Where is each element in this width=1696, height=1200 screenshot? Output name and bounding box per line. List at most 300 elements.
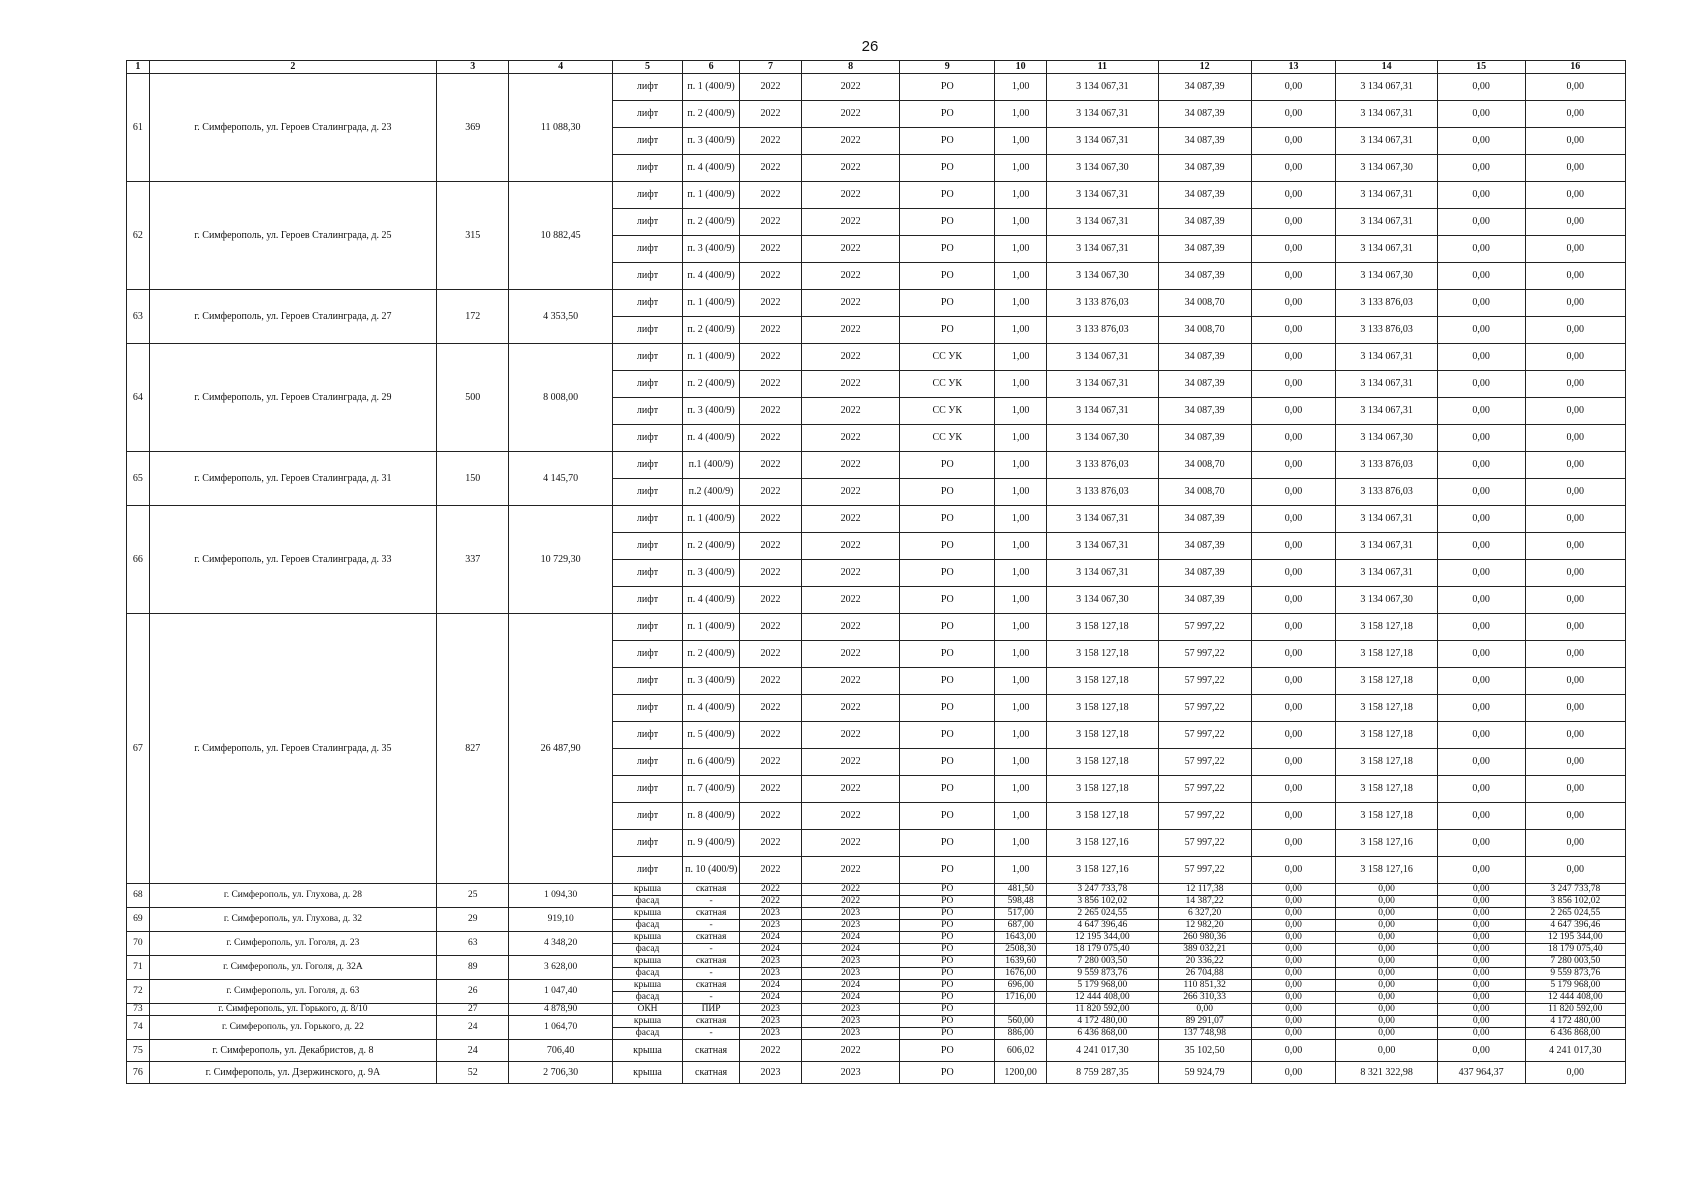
data-cell: п. 3 (400/9) — [683, 128, 740, 155]
data-cell: 7 280 003,50 — [1047, 956, 1159, 968]
data-cell: 2022 — [802, 896, 900, 908]
row-number-cell: 67 — [127, 614, 150, 884]
data-cell: 0,00 — [1336, 1040, 1437, 1062]
data-cell: РО — [900, 587, 995, 614]
data-cell: 2023 — [740, 1062, 802, 1084]
data-cell: 1,00 — [995, 209, 1047, 236]
data-cell: 34 087,39 — [1158, 398, 1251, 425]
data-cell: 2022 — [740, 452, 802, 479]
data-cell: 0,00 — [1251, 932, 1336, 944]
data-cell: 18 179 075,40 — [1525, 944, 1625, 956]
data-cell: 12 982,20 — [1158, 920, 1251, 932]
data-cell: 0,00 — [1437, 425, 1525, 452]
data-cell: 0,00 — [1437, 722, 1525, 749]
data-cell: 57 997,22 — [1158, 776, 1251, 803]
data-cell: - — [683, 944, 740, 956]
data-cell: 2022 — [802, 695, 900, 722]
area-cell: 4 348,20 — [509, 932, 612, 956]
data-cell: 0,00 — [1336, 968, 1437, 980]
data-cell: 0,00 — [1251, 344, 1336, 371]
data-cell: 1,00 — [995, 695, 1047, 722]
data-cell: 1,00 — [995, 74, 1047, 101]
table-row — [127, 452, 1626, 479]
data-cell: 2022 — [802, 101, 900, 128]
data-cell: 2022 — [802, 1040, 900, 1062]
table-row — [127, 1016, 1626, 1028]
address-cell: г. Симферополь, ул. Горького, д. 8/10 — [149, 1004, 436, 1016]
data-cell: 2022 — [802, 155, 900, 182]
data-cell: крыша — [612, 1040, 682, 1062]
data-cell: 0,00 — [1158, 1004, 1251, 1016]
column-number-header: 5 — [612, 61, 682, 74]
data-cell: 606,02 — [995, 1040, 1047, 1062]
data-cell: 4 647 396,46 — [1525, 920, 1625, 932]
data-cell: 3 134 067,31 — [1336, 182, 1437, 209]
data-cell: 1,00 — [995, 479, 1047, 506]
data-cell: лифт — [612, 398, 682, 425]
data-cell: 0,00 — [1525, 560, 1625, 587]
data-cell: 2024 — [802, 992, 900, 1004]
data-cell: 0,00 — [1437, 128, 1525, 155]
data-cell: 0,00 — [1437, 533, 1525, 560]
data-cell: 2022 — [740, 587, 802, 614]
data-cell: 20 336,22 — [1158, 956, 1251, 968]
data-cell: 3 158 127,18 — [1047, 749, 1159, 776]
data-cell: 4 241 017,30 — [1047, 1040, 1159, 1062]
data-cell: 2022 — [740, 128, 802, 155]
data-cell: 0,00 — [1437, 560, 1525, 587]
data-cell: лифт — [612, 155, 682, 182]
data-cell: 0,00 — [1251, 74, 1336, 101]
data-cell: 14 387,22 — [1158, 896, 1251, 908]
address-cell: г. Симферополь, ул. Горького, д. 22 — [149, 1016, 436, 1040]
col3-cell: 369 — [437, 74, 509, 182]
area-cell: 4 878,90 — [509, 1004, 612, 1016]
data-cell: лифт — [612, 587, 682, 614]
data-cell: 0,00 — [1251, 749, 1336, 776]
data-cell: 2022 — [740, 614, 802, 641]
data-cell: 0,00 — [1336, 908, 1437, 920]
data-cell: 3 134 067,31 — [1336, 74, 1437, 101]
data-cell: - — [683, 896, 740, 908]
data-cell: 0,00 — [1525, 695, 1625, 722]
column-number-header: 15 — [1437, 61, 1525, 74]
data-cell: РО — [900, 920, 995, 932]
area-cell: 8 008,00 — [509, 344, 612, 452]
data-cell: 2022 — [802, 128, 900, 155]
data-cell: РО — [900, 992, 995, 1004]
data-cell: 2022 — [802, 803, 900, 830]
data-cell: крыша — [612, 932, 682, 944]
data-cell: 0,00 — [1251, 398, 1336, 425]
data-cell: 0,00 — [1525, 74, 1625, 101]
data-cell: 0,00 — [1251, 956, 1336, 968]
table-row — [127, 1040, 1626, 1062]
address-cell: г. Симферополь, ул. Героев Сталинграда, д. 33 — [149, 506, 436, 614]
data-cell — [995, 1004, 1047, 1016]
data-cell: 2022 — [740, 209, 802, 236]
table-row — [127, 932, 1626, 944]
data-cell: п. 3 (400/9) — [683, 236, 740, 263]
data-cell: 2 265 024,55 — [1525, 908, 1625, 920]
data-cell: п. 1 (400/9) — [683, 182, 740, 209]
data-cell: РО — [900, 803, 995, 830]
data-cell: п. 10 (400/9) — [683, 857, 740, 884]
data-cell: РО — [900, 182, 995, 209]
data-cell: 1,00 — [995, 263, 1047, 290]
data-cell: 1,00 — [995, 560, 1047, 587]
row-number-cell: 70 — [127, 932, 150, 956]
data-cell: РО — [900, 944, 995, 956]
data-cell: 3 134 067,30 — [1336, 263, 1437, 290]
data-cell: 34 087,39 — [1158, 344, 1251, 371]
data-cell: крыша — [612, 908, 682, 920]
data-cell: 0,00 — [1437, 1040, 1525, 1062]
area-cell: 919,10 — [509, 908, 612, 932]
column-number-header: 11 — [1047, 61, 1159, 74]
data-cell: фасад — [612, 896, 682, 908]
data-cell: п. 1 (400/9) — [683, 74, 740, 101]
address-cell: г. Симферополь, ул. Героев Сталинграда, д. 35 — [149, 614, 436, 884]
data-cell: 6 436 868,00 — [1525, 1028, 1625, 1040]
data-cell: 1,00 — [995, 506, 1047, 533]
address-cell: г. Симферополь, ул. Героев Сталинграда, д. 23 — [149, 74, 436, 182]
data-cell: 2022 — [740, 506, 802, 533]
data-cell: лифт — [612, 668, 682, 695]
data-cell: 2022 — [802, 479, 900, 506]
data-cell: 3 134 067,31 — [1047, 101, 1159, 128]
data-cell: 3 158 127,18 — [1047, 668, 1159, 695]
data-cell: 3 134 067,31 — [1047, 209, 1159, 236]
data-cell: п. 3 (400/9) — [683, 560, 740, 587]
data-cell: 0,00 — [1251, 371, 1336, 398]
data-cell: 2023 — [802, 1016, 900, 1028]
col3-cell: 26 — [437, 980, 509, 1004]
data-cell: 2022 — [740, 74, 802, 101]
data-cell: 2022 — [740, 857, 802, 884]
data-cell: 0,00 — [1437, 668, 1525, 695]
data-cell: 0,00 — [1525, 317, 1625, 344]
data-cell: 2508,30 — [995, 944, 1047, 956]
data-cell: СС УК — [900, 425, 995, 452]
data-cell: 0,00 — [1437, 956, 1525, 968]
data-cell: 2022 — [802, 587, 900, 614]
data-cell: 0,00 — [1437, 209, 1525, 236]
data-cell: 57 997,22 — [1158, 695, 1251, 722]
data-cell: 0,00 — [1251, 317, 1336, 344]
data-cell: 34 087,39 — [1158, 155, 1251, 182]
table-row — [127, 980, 1626, 992]
data-cell: 0,00 — [1437, 236, 1525, 263]
data-cell: 5 179 968,00 — [1047, 980, 1159, 992]
data-cell: РО — [900, 263, 995, 290]
data-cell: 389 032,21 — [1158, 944, 1251, 956]
data-cell: лифт — [612, 128, 682, 155]
data-cell: скатная — [683, 1040, 740, 1062]
data-cell: лифт — [612, 533, 682, 560]
data-cell: 1,00 — [995, 722, 1047, 749]
data-cell: 3 158 127,18 — [1336, 668, 1437, 695]
data-cell: 0,00 — [1251, 101, 1336, 128]
data-cell: 2023 — [802, 908, 900, 920]
address-cell: г. Симферополь, ул. Гоголя, д. 32А — [149, 956, 436, 980]
data-cell: 3 134 067,31 — [1047, 533, 1159, 560]
address-cell: г. Симферополь, ул. Героев Сталинграда, д. 31 — [149, 452, 436, 506]
data-cell: 0,00 — [1437, 290, 1525, 317]
data-cell: 3 134 067,30 — [1047, 425, 1159, 452]
data-cell: 2022 — [740, 290, 802, 317]
data-cell: РО — [900, 290, 995, 317]
data-cell: 3 158 127,18 — [1047, 695, 1159, 722]
data-cell: 9 559 873,76 — [1047, 968, 1159, 980]
data-cell: 3 158 127,16 — [1336, 830, 1437, 857]
data-cell: 3 134 067,30 — [1336, 587, 1437, 614]
col3-cell: 24 — [437, 1016, 509, 1040]
data-cell: 0,00 — [1251, 425, 1336, 452]
data-cell: 2022 — [740, 749, 802, 776]
data-cell: 0,00 — [1251, 614, 1336, 641]
column-number-header: 16 — [1525, 61, 1625, 74]
data-cell: лифт — [612, 479, 682, 506]
data-cell: 0,00 — [1437, 263, 1525, 290]
data-cell: 0,00 — [1525, 236, 1625, 263]
row-number-cell: 64 — [127, 344, 150, 452]
data-cell: 0,00 — [1437, 479, 1525, 506]
data-cell: 2024 — [740, 992, 802, 1004]
data-cell: 0,00 — [1525, 776, 1625, 803]
data-cell: 3 134 067,31 — [1336, 506, 1437, 533]
data-cell: 0,00 — [1525, 722, 1625, 749]
data-cell: п. 4 (400/9) — [683, 263, 740, 290]
data-cell: 2022 — [802, 317, 900, 344]
data-cell: фасад — [612, 920, 682, 932]
data-cell: 2022 — [802, 776, 900, 803]
data-cell: фасад — [612, 992, 682, 1004]
column-number-header: 4 — [509, 61, 612, 74]
data-cell: лифт — [612, 425, 682, 452]
data-cell: 2024 — [740, 980, 802, 992]
data-cell: РО — [900, 896, 995, 908]
data-cell: 0,00 — [1437, 101, 1525, 128]
col3-cell: 24 — [437, 1040, 509, 1062]
data-cell: РО — [900, 1016, 995, 1028]
data-cell: РО — [900, 776, 995, 803]
data-cell: лифт — [612, 722, 682, 749]
data-cell: РО — [900, 641, 995, 668]
row-number-cell: 74 — [127, 1016, 150, 1040]
data-cell: 481,50 — [995, 884, 1047, 896]
data-cell: 0,00 — [1251, 128, 1336, 155]
data-cell: - — [683, 992, 740, 1004]
data-cell: 1,00 — [995, 425, 1047, 452]
data-cell: 2022 — [740, 398, 802, 425]
address-cell: г. Симферополь, ул. Героев Сталинграда, д. 25 — [149, 182, 436, 290]
data-cell: 2022 — [740, 155, 802, 182]
area-cell: 2 706,30 — [509, 1062, 612, 1084]
data-cell: РО — [900, 128, 995, 155]
data-cell: крыша — [612, 884, 682, 896]
data-cell: 0,00 — [1251, 992, 1336, 1004]
data-cell: лифт — [612, 182, 682, 209]
row-number-cell: 62 — [127, 182, 150, 290]
data-cell: 3 133 876,03 — [1336, 479, 1437, 506]
data-cell: 2023 — [802, 1062, 900, 1084]
data-cell: 2022 — [740, 479, 802, 506]
data-cell: лифт — [612, 317, 682, 344]
data-cell: 0,00 — [1251, 920, 1336, 932]
data-cell: 2022 — [740, 1040, 802, 1062]
data-cell: 18 179 075,40 — [1047, 944, 1159, 956]
data-cell: 34 008,70 — [1158, 317, 1251, 344]
data-cell: СС УК — [900, 398, 995, 425]
data-cell: 260 980,36 — [1158, 932, 1251, 944]
data-cell: 34 087,39 — [1158, 587, 1251, 614]
data-cell: 34 008,70 — [1158, 452, 1251, 479]
data-cell: 0,00 — [1251, 803, 1336, 830]
data-cell: лифт — [612, 371, 682, 398]
data-cell: 3 133 876,03 — [1047, 317, 1159, 344]
data-cell: 2023 — [740, 1004, 802, 1016]
data-cell: 2023 — [740, 968, 802, 980]
data-cell: РО — [900, 533, 995, 560]
data-cell: 1,00 — [995, 236, 1047, 263]
data-cell: 0,00 — [1525, 533, 1625, 560]
data-cell: 0,00 — [1437, 1028, 1525, 1040]
data-cell: 0,00 — [1437, 980, 1525, 992]
data-cell: лифт — [612, 803, 682, 830]
column-number-header: 10 — [995, 61, 1047, 74]
data-cell: 3 158 127,18 — [1047, 803, 1159, 830]
data-cell: п. 4 (400/9) — [683, 155, 740, 182]
data-cell: 3 134 067,31 — [1336, 128, 1437, 155]
data-cell: 3 134 067,31 — [1336, 371, 1437, 398]
data-cell: скатная — [683, 884, 740, 896]
data-cell: 57 997,22 — [1158, 803, 1251, 830]
data-cell: 3 158 127,18 — [1336, 641, 1437, 668]
col3-cell: 89 — [437, 956, 509, 980]
data-cell: 3 133 876,03 — [1047, 290, 1159, 317]
data-cell: РО — [900, 236, 995, 263]
data-cell: 3 158 127,18 — [1336, 695, 1437, 722]
address-cell: г. Симферополь, ул. Декабристов, д. 8 — [149, 1040, 436, 1062]
data-cell: 0,00 — [1437, 749, 1525, 776]
data-cell: 2022 — [740, 425, 802, 452]
data-cell: 57 997,22 — [1158, 857, 1251, 884]
data-cell: 3 158 127,18 — [1336, 749, 1437, 776]
data-cell: 1,00 — [995, 398, 1047, 425]
data-cell: п. 9 (400/9) — [683, 830, 740, 857]
data-cell: 0,00 — [1251, 884, 1336, 896]
data-cell: 2022 — [802, 236, 900, 263]
data-cell: 0,00 — [1437, 74, 1525, 101]
data-cell: 11 820 592,00 — [1047, 1004, 1159, 1016]
data-cell: 3 133 876,03 — [1336, 452, 1437, 479]
data-cell: 0,00 — [1525, 182, 1625, 209]
data-cell: 1,00 — [995, 668, 1047, 695]
col3-cell: 29 — [437, 908, 509, 932]
data-cell: 57 997,22 — [1158, 749, 1251, 776]
data-cell: РО — [900, 506, 995, 533]
row-number-cell: 73 — [127, 1004, 150, 1016]
data-cell: 2022 — [740, 317, 802, 344]
data-cell: 1,00 — [995, 857, 1047, 884]
data-cell: 0,00 — [1251, 641, 1336, 668]
data-cell: - — [683, 1028, 740, 1040]
data-cell: 0,00 — [1336, 992, 1437, 1004]
data-cell: 0,00 — [1437, 371, 1525, 398]
col3-cell: 337 — [437, 506, 509, 614]
data-cell: 0,00 — [1525, 614, 1625, 641]
data-cell: РО — [900, 932, 995, 944]
data-cell: 1200,00 — [995, 1062, 1047, 1084]
data-cell: лифт — [612, 857, 682, 884]
table-row — [127, 884, 1626, 896]
data-cell: 3 134 067,31 — [1047, 236, 1159, 263]
data-cell: 2023 — [740, 908, 802, 920]
data-cell: РО — [900, 968, 995, 980]
row-number-cell: 68 — [127, 884, 150, 908]
data-cell: 1,00 — [995, 371, 1047, 398]
data-cell: крыша — [612, 1016, 682, 1028]
data-cell: 0,00 — [1437, 803, 1525, 830]
data-cell: 1,00 — [995, 452, 1047, 479]
data-cell: 0,00 — [1525, 101, 1625, 128]
data-cell: РО — [900, 884, 995, 896]
page-number: 26 — [861, 38, 879, 55]
data-cell: 0,00 — [1251, 668, 1336, 695]
data-cell: 3 134 067,31 — [1047, 506, 1159, 533]
data-cell: 2024 — [740, 932, 802, 944]
data-cell: 3 134 067,31 — [1047, 182, 1159, 209]
data-cell: 0,00 — [1336, 980, 1437, 992]
data-cell: 3 134 067,31 — [1336, 398, 1437, 425]
data-cell: 2022 — [740, 371, 802, 398]
data-cell: 0,00 — [1251, 263, 1336, 290]
area-cell: 1 064,70 — [509, 1016, 612, 1040]
data-cell: 0,00 — [1437, 506, 1525, 533]
data-cell: 3 134 067,31 — [1336, 209, 1437, 236]
data-cell: 266 310,33 — [1158, 992, 1251, 1004]
data-cell: 3 158 127,18 — [1336, 776, 1437, 803]
data-cell: 0,00 — [1336, 1028, 1437, 1040]
data-cell: 57 997,22 — [1158, 668, 1251, 695]
data-cell: 0,00 — [1251, 908, 1336, 920]
column-number-header: 3 — [437, 61, 509, 74]
table-row — [127, 74, 1626, 101]
data-cell: 2023 — [740, 956, 802, 968]
data-cell: 8 759 287,35 — [1047, 1062, 1159, 1084]
data-cell: лифт — [612, 614, 682, 641]
data-cell: РО — [900, 857, 995, 884]
data-cell: 1676,00 — [995, 968, 1047, 980]
data-cell: РО — [900, 908, 995, 920]
col3-cell: 25 — [437, 884, 509, 908]
data-cell: лифт — [612, 641, 682, 668]
data-cell: 0,00 — [1525, 425, 1625, 452]
col3-cell: 827 — [437, 614, 509, 884]
data-cell: 34 087,39 — [1158, 182, 1251, 209]
data-cell: 0,00 — [1437, 1004, 1525, 1016]
data-cell: 34 008,70 — [1158, 479, 1251, 506]
column-number-header: 9 — [900, 61, 995, 74]
data-cell: 0,00 — [1437, 830, 1525, 857]
data-cell: п. 4 (400/9) — [683, 695, 740, 722]
data-cell: 12 117,38 — [1158, 884, 1251, 896]
row-number-cell: 76 — [127, 1062, 150, 1084]
data-cell: 2022 — [802, 722, 900, 749]
data-cell: 0,00 — [1437, 695, 1525, 722]
row-number-cell: 63 — [127, 290, 150, 344]
